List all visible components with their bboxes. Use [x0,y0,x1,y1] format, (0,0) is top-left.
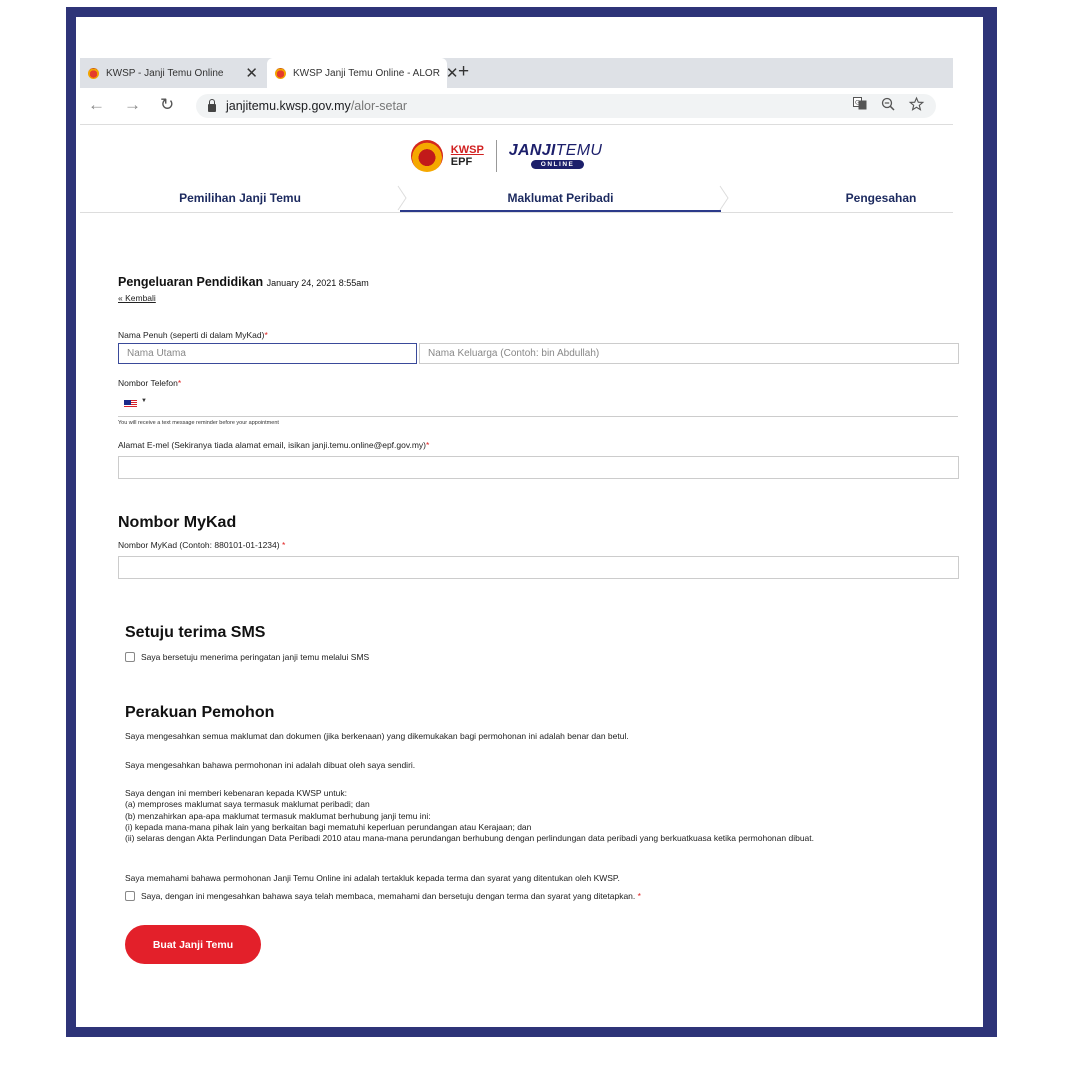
chevron-down-icon[interactable]: ▼ [141,398,147,404]
url-path: /alor-setar [350,99,408,113]
star-icon[interactable] [909,97,924,114]
sms-heading: Setuju terima SMS [125,624,266,641]
logo-temu-text: TEMU [555,142,603,159]
service-name: Pengeluaran Pendidikan [118,275,264,289]
declaration-para-3: Saya dengan ini memberi kebenaran kepada KWSP untuk: (a) memproses maklumat saya termasuk maklumat peribadi; dan (b) menzahirkan apa-apa maklumat termasuk maklumat berhubung janji temu ini: (i) kepada mana-mana pihak lain yang berkaitan bagi mematuhi keperluan perundangan atau Kerajaan; dan (ii) selaras dengan Akta Perlindungan Data Peribadi 2010 atau mana-mana perundangan berhubung dengan perlindungan data peribadi yang berkuatkuasa ketika permohonan dibuat. [125,788,814,844]
logo-janji-text: JANJI [508,142,556,159]
url-host: janjitemu.kwsp.gov.my [226,99,351,113]
svg-text:G: G [855,99,860,107]
tab-strip [80,58,953,88]
translate-icon[interactable] [853,97,867,114]
kwsp-janji-temu-logo [70,125,943,186]
service-title [118,275,369,289]
declaration-para-1: Saya mengesahkan semua maklumat dan dokumen (jika berkenaan) yang dikemukakan bagi permohonan ini adalah benar dan betul. [125,731,629,741]
logo-online-badge: ONLINE [531,160,585,169]
declaration-heading: Perakuan Pemohon [125,704,275,721]
back-arrow-icon[interactable]: ← [88,95,105,114]
appointment-datetime: January 24, 2021 8:55am [266,278,369,288]
address-bar[interactable] [196,94,936,118]
screenshot-frame [66,7,997,1037]
address-toolbar [80,88,953,125]
buat-janji-temu-button[interactable]: Buat Janji Temu [125,925,261,964]
kwsp-seal-icon [411,140,443,172]
declaration-para-4: Saya memahami bahawa permohonan Janji Temu Online ini adalah tertakluk kepada terma dan syarat yang ditentukan oleh KWSP. [125,873,620,883]
tab-title: KWSP Janji Temu Online - ALOR [293,67,440,79]
malaysia-flag-icon[interactable] [124,400,137,408]
step-maklumat-peribadi[interactable]: Maklumat Peribadi [400,186,721,212]
kwsp-epf-wordmark [451,144,484,168]
sms-consent-row[interactable] [125,652,369,662]
lock-icon [208,104,216,112]
mykad-label: Nombor MyKad (Contoh: 880101-01-1234) * [118,540,286,550]
back-link[interactable]: « Kembali [118,293,156,303]
phone-hint: You will receive a text message reminder before your appointment [118,420,279,426]
janji-temu-wordmark [509,142,602,169]
first-name-input[interactable]: Nama Utama [118,343,417,364]
tab-title: KWSP - Janji Temu Online [106,67,224,79]
terms-consent-checkbox[interactable] [125,891,135,901]
progress-steps [80,186,953,213]
phone-input[interactable] [118,394,958,417]
full-name-label: Nama Penuh (seperti di dalam MyKad)* [118,330,268,340]
page-content [80,125,953,951]
sms-consent-checkbox[interactable] [125,652,135,662]
step-pengesahan[interactable]: Pengesahan [845,191,917,205]
kwsp-favicon-icon [275,68,286,79]
logo-kwsp-text: KWSP [450,143,484,156]
reload-icon[interactable]: ↻ [160,95,175,114]
phone-label: Nombor Telefon* [118,378,182,388]
email-input[interactable] [118,456,959,479]
last-name-input[interactable]: Nama Keluarga (Contoh: bin Abdullah) [419,343,959,364]
zoom-icon[interactable] [881,97,895,114]
close-icon[interactable]: ✕ [445,65,459,82]
logo-epf-text: EPF [450,155,473,168]
forward-arrow-icon[interactable]: → [124,95,141,114]
close-icon[interactable]: ✕ [245,65,258,82]
frame-inner [76,17,983,1027]
mykad-heading: Nombor MyKad [118,514,237,531]
email-label: Alamat E-mel (Sekiranya tiada alamat email, isikan janji.temu.online@epf.gov.my)* [118,440,430,450]
new-tab-button[interactable]: + [458,61,470,82]
terms-consent-label: Saya, dengan ini mengesahkan bahawa saya telah membaca, memahami dan bersetuju dengan terma dan syarat yang ditetapkan. [141,891,636,901]
tab-kwsp-janji-temu[interactable] [80,58,266,88]
tab-kwsp-alor-setar[interactable] [267,58,459,88]
terms-consent-row[interactable]: Saya, dengan ini mengesahkan bahawa saya telah membaca, memahami dan bersetuju dengan terma dan syarat yang ditetapkan. * [125,891,641,901]
logo-divider [496,140,497,172]
kwsp-favicon-icon [88,68,99,79]
step-pemilihan-janji-temu[interactable]: Pemilihan Janji Temu [179,191,301,205]
browser-window [80,58,953,1027]
sms-consent-label: Saya bersetuju menerima peringatan janji temu melalui SMS [141,652,370,662]
mykad-input[interactable] [118,556,959,579]
declaration-para-2: Saya mengesahkan bahawa permohonan ini adalah dibuat oleh saya sendiri. [125,760,416,770]
